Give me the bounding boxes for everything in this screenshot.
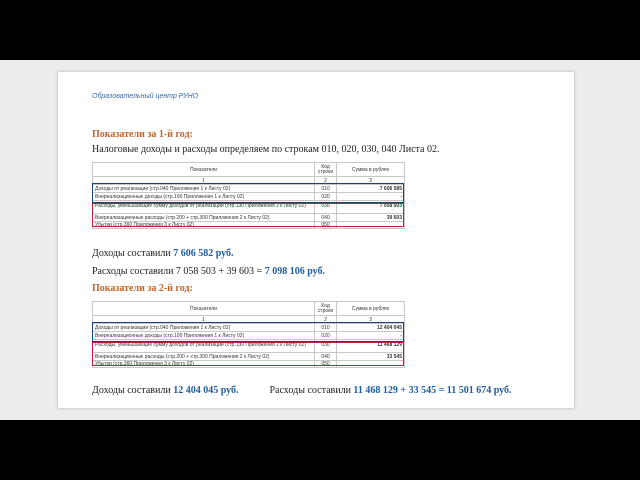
row-code: 050 <box>315 361 337 368</box>
column-number: 1 <box>93 316 315 324</box>
expense-highlight-frame <box>92 342 404 366</box>
income-label: Доходы составили <box>92 385 171 396</box>
expense-label: Расходы составили <box>92 266 174 277</box>
row-code: 010 <box>315 324 337 332</box>
row-sum: 7 606 585 <box>337 185 405 193</box>
table-header-row <box>93 302 405 316</box>
row-code: 020 <box>315 332 337 340</box>
row-sum: - <box>337 332 405 340</box>
row-code: 050 <box>315 222 337 229</box>
column-number: 1 <box>93 177 315 185</box>
document-page <box>58 72 574 408</box>
column-header: Показатели <box>93 163 315 177</box>
column-header: Код строки <box>315 163 337 177</box>
row-sum: 33 545 <box>337 353 405 361</box>
section1-title: Показатели за 1-й год: <box>92 129 193 140</box>
expense-value: 7 098 106 руб. <box>264 266 326 277</box>
row-code: 040 <box>315 353 337 361</box>
income-value: 12 404 045 руб. <box>173 385 239 396</box>
row-sum: 11 468 129 <box>337 340 405 353</box>
expense-formula: 7 058 503 + 39 603 = <box>175 266 263 277</box>
column-header: Показатели <box>93 302 315 316</box>
row-sum: 7 058 503 <box>337 201 405 214</box>
row-name: Внереализационные доходы (стр.100 Приложения 1 к Листу 02) <box>93 332 315 340</box>
row-code: 030 <box>315 201 337 214</box>
row-name: Расходы, уменьшающие сумму доходов от реализации (стр.130 Приложения 2 к Листу 02) <box>93 201 315 214</box>
row-name: Расходы, уменьшающие сумму доходов от реализации (стр.130 Приложения 2 к Листу 02) <box>93 340 315 353</box>
table-header-row <box>93 163 405 177</box>
section2-summary-line <box>92 385 512 396</box>
row-name: Доходы от реализации (стр.040 Приложения 1 к Листу 02) <box>93 324 315 332</box>
income-label: Доходы составили <box>92 248 171 259</box>
row-name: Доходы от реализации (стр.040 Приложения 1 к Листу 02) <box>93 185 315 193</box>
section2-title: Показатели за 2-й год: <box>92 283 193 294</box>
column-number: 3 <box>337 316 405 324</box>
row-code: 020 <box>315 193 337 201</box>
row-name: Внереализационные расходы (стр.200 + стр.300 Приложения 2 к Листу 02) <box>93 353 315 361</box>
row-name: Убытки (стр.360 Приложения 3 к Листу 02) <box>93 222 315 229</box>
column-header: Сумма в рублях <box>337 302 405 316</box>
income-highlight-frame <box>92 322 404 342</box>
row-sum: - <box>337 193 405 201</box>
row-sum: 39 603 <box>337 214 405 222</box>
section1-expense-line <box>92 266 325 277</box>
section1-intro: Налоговые доходы и расходы определяем по строкам 010, 020, 030, 040 Листа 02. <box>92 144 440 155</box>
column-number: 3 <box>337 177 405 185</box>
slide-background <box>0 60 640 420</box>
column-header: Сумма в рублях <box>337 163 405 177</box>
expense-value: 11 468 129 + 33 545 = 11 501 674 руб. <box>353 385 512 396</box>
row-sum: 12 404 045 <box>337 324 405 332</box>
income-value: 7 606 582 руб. <box>173 248 234 259</box>
row-code: 010 <box>315 185 337 193</box>
expense-highlight-frame <box>92 203 404 227</box>
income-highlight-frame <box>92 183 404 203</box>
row-code: 030 <box>315 340 337 353</box>
page-header: Образовательный центр РУНО <box>92 93 199 100</box>
expense-label: Расходы составили <box>269 385 351 396</box>
row-name: Внереализационные расходы (стр.200 + стр.300 Приложения 2 к Листу 02) <box>93 214 315 222</box>
section1-income-line <box>92 248 234 259</box>
row-name: Убытки (стр.360 Приложения 3 к Листу 02) <box>93 361 315 368</box>
column-number: 2 <box>315 316 337 324</box>
row-code: 040 <box>315 214 337 222</box>
column-number: 2 <box>315 177 337 185</box>
row-name: Внереализационные доходы (стр.100 Приложения 1 к Листу 02) <box>93 193 315 201</box>
column-header: Код строки <box>315 302 337 316</box>
